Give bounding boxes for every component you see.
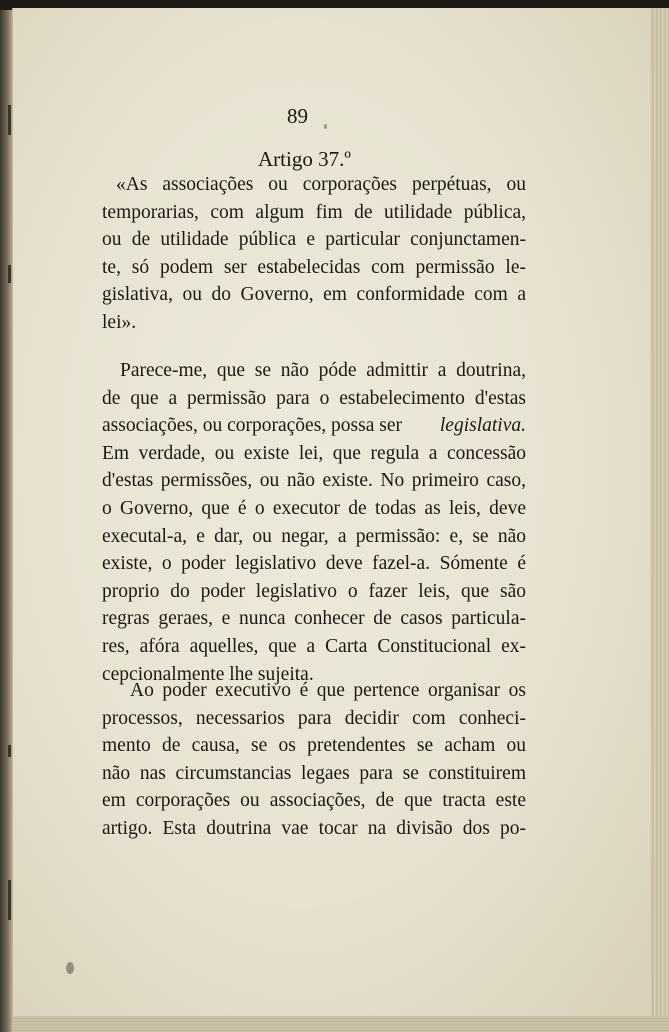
article-title: Artigo 37.º bbox=[258, 147, 351, 171]
text-line: gislativa, ou do Governo, em conformidade com a bbox=[102, 284, 526, 306]
text-line: Ao poder executivo é que pertence organisar os bbox=[130, 680, 526, 701]
text-line: Parece-me, que se não póde admittir a doutrina, bbox=[120, 360, 526, 381]
text-line: proprio do poder legislativo o fazer leis, que são bbox=[102, 580, 526, 602]
text-segment: associações, ou corporações, possa ser bbox=[102, 415, 402, 437]
text-line: Em verdade, ou existe lei, que regula a concessão bbox=[102, 442, 526, 464]
text-line: d'estas permissões, ou não existe. No primeiro caso, bbox=[102, 470, 526, 492]
text-line: artigo. Esta doutrina vae tocar na divisão dos po- bbox=[102, 817, 526, 839]
text-line: em corporações ou associações, de que tracta este bbox=[102, 790, 526, 812]
text-line: existe, o poder legislativo deve fazel-a. Sómente é bbox=[102, 553, 526, 575]
page-stack-edge-bottom bbox=[12, 1016, 669, 1032]
text-line: lei». bbox=[102, 311, 137, 333]
text-line: temporarias, com algum fim de utilidade pública, bbox=[102, 201, 526, 223]
commentary-paragraph-1 bbox=[102, 360, 526, 691]
binding-thread-mark bbox=[8, 105, 11, 135]
text-line: não nas circumstancias legaes para se constituirem bbox=[102, 762, 526, 784]
binding-thread-mark bbox=[8, 745, 11, 757]
binding-thread-mark bbox=[8, 265, 11, 283]
paper-stain bbox=[66, 962, 74, 974]
text-line: res, afóra aquelles, que a Carta Constitucional ex- bbox=[102, 635, 526, 657]
italic-emphasis: legislativa. bbox=[439, 415, 526, 437]
page-number: 89 bbox=[287, 104, 308, 128]
binding-thread-mark bbox=[8, 880, 11, 920]
text-line: te, só podem ser estabelecidas com permissão le- bbox=[102, 256, 526, 278]
quoted-article-text bbox=[102, 174, 526, 340]
paper-stain bbox=[324, 124, 327, 129]
text-line: mento de causa, se os pretendentes se acham ou bbox=[102, 735, 526, 757]
page-stack-edge-right bbox=[650, 8, 669, 1032]
text-line: processos, necessarios para decidir com conheci- bbox=[102, 707, 526, 729]
commentary-paragraph-2 bbox=[102, 680, 526, 846]
text-line bbox=[102, 415, 526, 443]
text-line: executal-a, e dar, ou negar, a permissão: e, se não bbox=[102, 525, 526, 547]
text-line: de que a permissão para o estabelecimento d'estas bbox=[102, 387, 526, 409]
text-line: «As associações ou corporações perpétuas, ou bbox=[116, 174, 526, 195]
text-line: regras geraes, e nunca conhecer de casos particula- bbox=[102, 608, 526, 630]
text-line: o Governo, que é o executor de todas as leis, deve bbox=[102, 497, 526, 519]
text-line: cepcionalmente lhe sujeita. bbox=[102, 663, 314, 685]
text-line: ou de utilidade pública e particular conjunctamen- bbox=[102, 229, 526, 251]
